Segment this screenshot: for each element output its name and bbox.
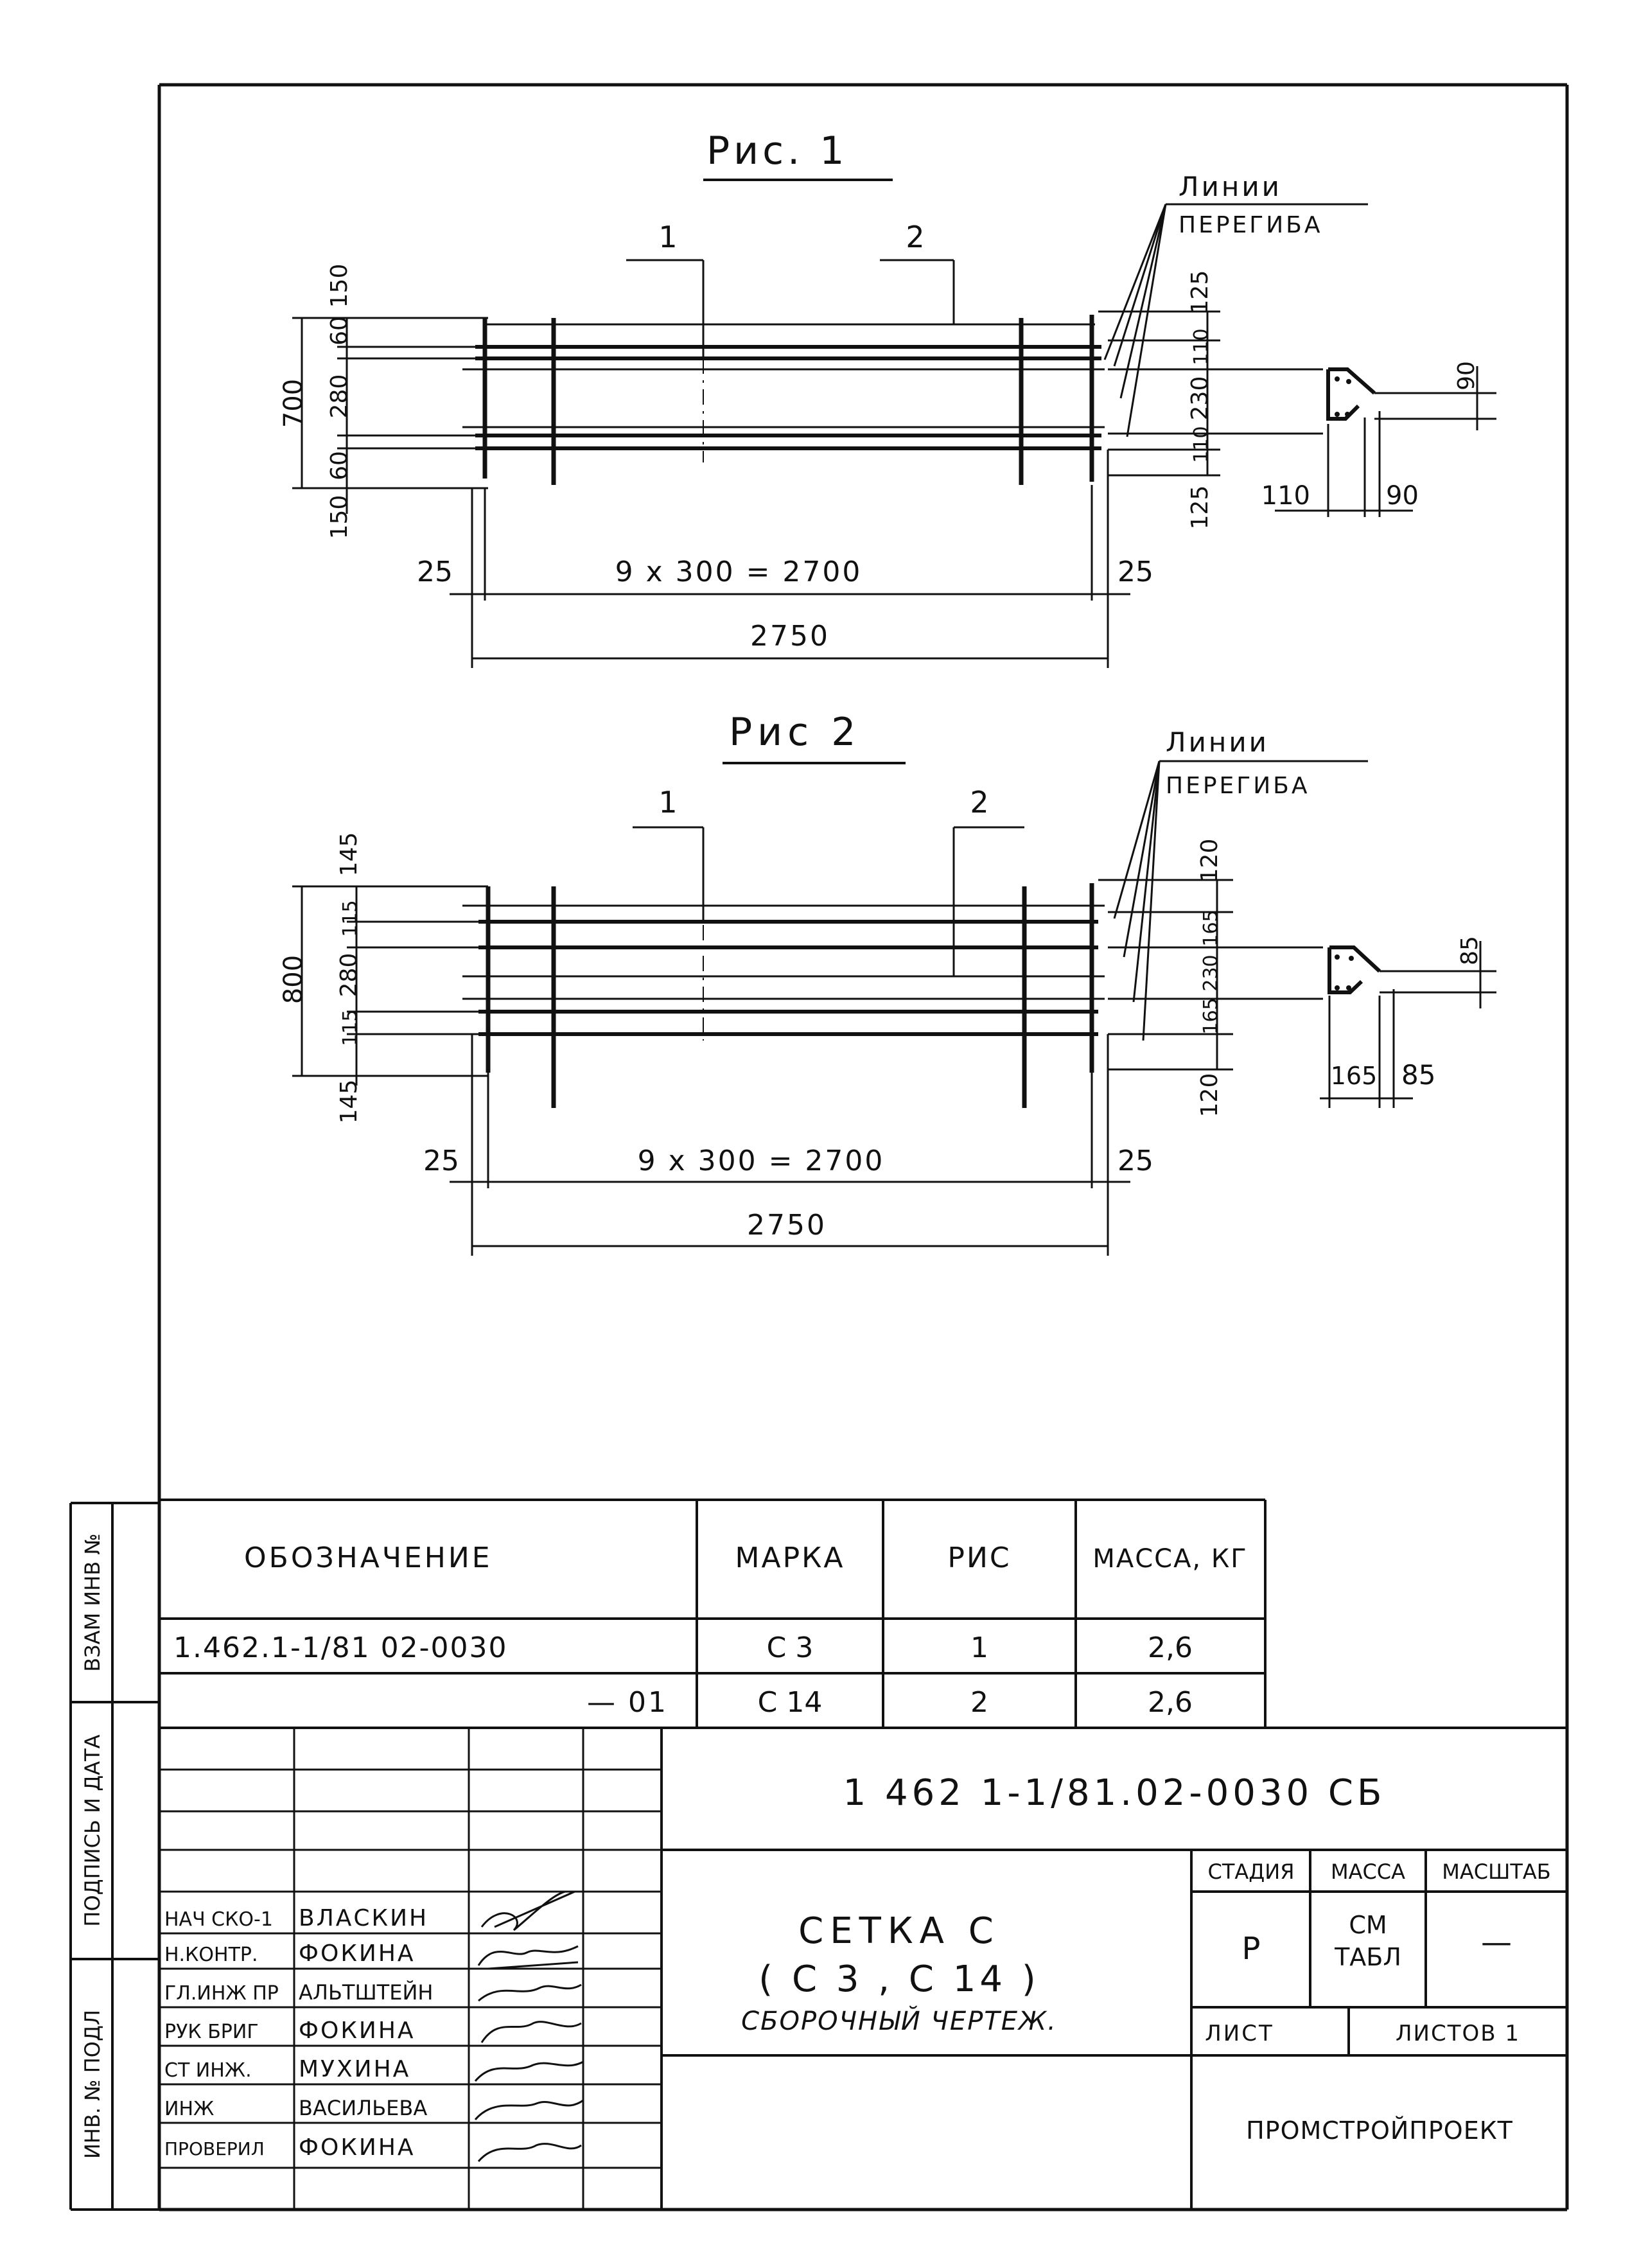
figure-2-dim-left-a: 115 [339,900,362,937]
figure-1-dim-left-b: 60 [326,451,353,480]
figure-1-spacing-right: 25 [1118,556,1153,588]
staff-name: МУХИНА [299,2056,411,2082]
figure-2-title: Рис 2 [729,710,861,755]
drawing-name-line-1: СЕТКА С [798,1910,1000,1952]
staff-role: Н.КОНТР. [164,1944,258,1966]
figure-1-section-offset: 90 [1386,481,1419,511]
scale-header: МАСШТАБ [1442,1859,1551,1884]
figure-2-bend-label-2: ПЕРЕГИБА [1166,773,1310,799]
figure-1-dim-left-top: 150 [326,263,353,308]
stage-header: СТАДИЯ [1207,1859,1295,1884]
figure-1-bend-leaders [1105,204,1166,437]
spec-row-1-designation: 1.462.1-1/81 02-0030 [173,1631,508,1664]
staff-role: ГЛ.ИНЖ ПР [164,1982,279,2005]
side-label-signature: ПОДПИСЬ И ДАТА [80,1734,105,1927]
figure-2-callout-2: 2 [970,785,989,820]
spec-row-2-mass: 2,6 [1148,1686,1193,1719]
organization: ПРОМСТРОЙПРОЕКТ [1246,2116,1513,2145]
figure-1-mesh [462,315,1105,485]
figure-2-spacing-left: 25 [423,1145,459,1177]
figure-2-dim-left-b: 115 [339,1009,362,1046]
figure-2 [279,710,1496,1256]
figure-2-dim-overall: 800 [279,954,308,1005]
figure-2-spacing-middle: 9 x 300 = 2700 [637,1145,885,1177]
figure-2-left-dim-lines [292,886,488,1086]
staff-role: СТ ИНЖ. [164,2059,252,2082]
drawing-name-line-3: СБОРОЧНЫЙ ЧЕРТЕЖ. [741,2007,1057,2036]
figure-2-bend-label-1: Линии [1166,726,1269,758]
figure-2-dim-left-bottom: 145 [336,1079,362,1124]
spec-row-1-figure: 1 [970,1631,988,1664]
spec-header-designation: ОБОЗНАЧЕНИЕ [244,1542,493,1574]
figure-1-bend-label-2: ПЕРЕГИБА [1179,212,1323,238]
spec-row-2-figure: 2 [970,1686,988,1719]
staff-name: АЛЬТШТЕЙН [299,1980,434,2005]
figure-2-section-width: 165 [1330,1062,1378,1090]
spec-row-2-designation: — 01 [587,1686,668,1719]
figure-2-section-offset: 85 [1401,1059,1436,1091]
staff-role: НАЧ СКО-1 [164,1908,273,1931]
figure-1-dim-right-bottom: 125 [1187,485,1213,530]
figure-2-section-view [1320,936,1496,1108]
figure-1-spacing-left: 25 [417,556,453,588]
staff-name: ФОКИНА [299,2017,416,2044]
figure-2-mesh [462,883,1105,1108]
staff-name: ФОКИНА [299,1940,416,1967]
figure-2-overall-length: 2750 [747,1209,827,1242]
staff-role: РУК БРИГ [164,2021,259,2043]
figure-1-dim-left-a: 60 [326,316,353,346]
drawing-name-line-2: ( С 3 , С 14 ) [758,1958,1040,2000]
mass-value-2: ТАБЛ [1335,1943,1401,1971]
side-label-replacement: ВЗАМ ИНВ № [80,1533,105,1672]
signature-scribbles [475,1892,583,2161]
figure-1-dim-right-b: 110 [1190,426,1213,463]
figure-2-dim-right-bottom: 120 [1196,1073,1223,1118]
staff-role: ПРОВЕРИЛ [164,2138,265,2159]
staff-role: ИНЖ [164,2098,215,2120]
figure-2-dim-right-top: 120 [1196,838,1223,883]
figure-1-dim-right-top: 125 [1187,270,1213,315]
spec-header-mass: МАССА, КГ [1092,1544,1248,1574]
figure-1-title: Рис. 1 [706,128,848,173]
figure-1-callout-2: 2 [906,220,925,254]
figure-1-dim-left-middle: 280 [326,374,353,419]
figure-1-dim-right-middle: 230 [1187,376,1213,421]
figure-1-dim-left-bottom: 150 [326,495,353,540]
spec-row-1-mass: 2,6 [1148,1631,1193,1664]
staff-name: ФОКИНА [299,2134,416,2161]
figure-2-callout-1: 1 [658,785,678,820]
figure-1-section-view [1261,361,1496,517]
side-strip [71,1503,159,2210]
staff-name: ВЛАСКИН [299,1905,429,1931]
figure-1-overall-length: 2750 [750,620,830,653]
spec-header-figure: РИС [947,1542,1012,1574]
sheets-label: ЛИСТОВ 1 [1395,2021,1521,2046]
doc-number: 1 462 1-1/81.02-0030 СБ [843,1772,1386,1814]
figure-2-spacing-right: 25 [1118,1145,1153,1177]
side-label-original: ИНВ. № ПОДЛ [80,2009,105,2159]
spec-table [159,1500,1567,1728]
stage-value: Р [1241,1931,1261,1967]
figure-1-section-width: 110 [1261,481,1310,511]
figure-1-bend-label-1: Линии [1179,171,1282,202]
spec-row-2-mark: С 14 [757,1686,823,1719]
figure-2-dim-right-b: 165 [1200,998,1222,1035]
figure-1-callout-1: 1 [658,220,678,254]
figure-2-section-vertical: 85 [1457,936,1483,965]
scale-value: — [1481,1924,1512,1960]
mass-header: МАССА [1330,1859,1406,1884]
figure-1-spacing-middle: 9 x 300 = 2700 [615,556,863,588]
figure-2-dim-right-middle: 230 [1200,954,1222,992]
figure-1-section-vertical: 90 [1453,361,1480,391]
figure-1-dim-right-a: 110 [1190,328,1213,365]
spec-header-mark: МАРКА [735,1542,845,1574]
staff-name: ВАСИЛЬЕВА [299,2096,428,2120]
figure-2-dim-left-top: 145 [336,832,362,877]
figure-2-dim-right-a: 165 [1200,910,1222,947]
figure-1-left-dim-lines [292,318,488,514]
figure-1 [279,128,1496,668]
mass-value-1: СМ [1349,1911,1387,1939]
figure-1-dim-overall: 700 [279,378,308,428]
figure-2-dim-left-middle: 280 [336,953,362,998]
spec-row-1-mark: С 3 [766,1631,814,1664]
title-block [159,1728,1567,2210]
sheet-label: ЛИСТ [1205,2021,1274,2046]
